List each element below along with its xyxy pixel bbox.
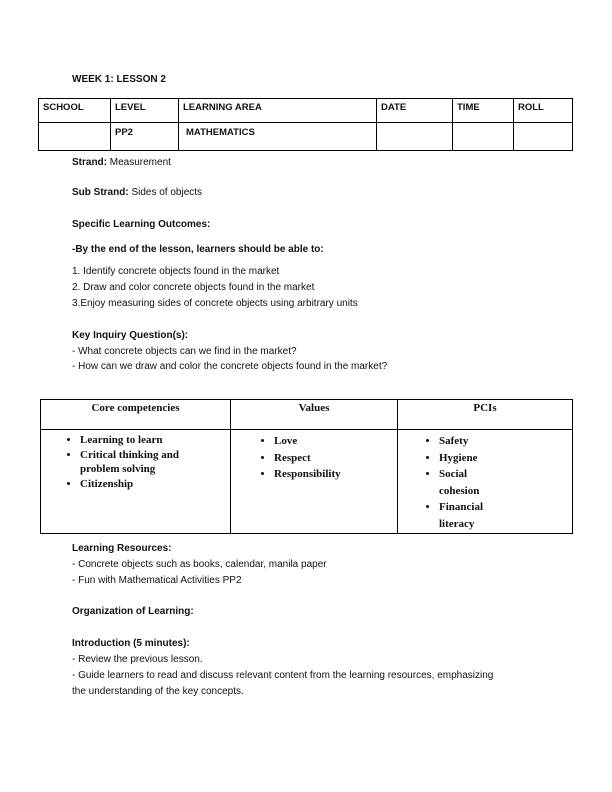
list-item: • Social cohesion (439, 466, 499, 499)
resource-item: - Concrete objects such as books, calendar, manila paper (72, 559, 327, 570)
header-cell: SCHOOL (39, 99, 111, 123)
inquiry-item: - How can we draw and color the concrete objects found in the market? (72, 361, 388, 372)
intro-item: - Review the previous lesson. (72, 654, 203, 665)
header-cell: LEARNING AREA (179, 99, 377, 123)
outcome-item: 3.Enjoy measuring sides of concrete objects using arbitrary units (72, 298, 358, 309)
header-cell: DATE (377, 99, 453, 123)
intro-item: - Guide learners to read and discuss relevant content from the learning resources, emphasizing (72, 670, 494, 681)
competencies-table (40, 399, 573, 534)
outcomes-intro (72, 244, 324, 256)
time-cell (453, 123, 514, 151)
resources-heading (72, 543, 171, 555)
learning-area-cell: MATHEMATICS (179, 123, 377, 151)
header-cell: ROLL (514, 99, 573, 123)
organization-heading (72, 606, 194, 618)
inquiry-item: - What concrete objects can we find in the market? (72, 346, 297, 357)
strand-label: Strand: (72, 157, 107, 168)
heading-text: Specific Learning Outcomes: (72, 219, 211, 230)
outcomes-heading (72, 219, 210, 231)
sub-strand (72, 187, 202, 199)
list-item: • Responsibility (274, 466, 396, 483)
heading-text: Learning Resources: (72, 543, 172, 554)
intro-item: the understanding of the key concepts. (72, 686, 244, 697)
list-item: • Safety (439, 433, 499, 450)
outcome-item: 2. Draw and color concrete objects found in the market (72, 282, 315, 293)
heading-text: Organization of Learning: (72, 606, 194, 617)
table-header-row (41, 400, 573, 430)
roll-cell (514, 123, 573, 151)
list-item: • Citizenship (80, 477, 229, 492)
table-row (39, 123, 573, 151)
header-cell: LEVEL (111, 99, 179, 123)
list-item: • Financial literacy (439, 499, 499, 532)
list-item: • Learning to learn (80, 433, 229, 448)
list-item: • Hygiene (439, 450, 499, 467)
outcome-item: 1. Identify concrete objects found in the market (72, 266, 280, 277)
list-item: • Love (274, 433, 396, 450)
table-row (41, 430, 573, 534)
header-cell: Values (231, 400, 398, 430)
strand-value: Measurement (107, 157, 171, 168)
header-cell: TIME (453, 99, 514, 123)
values-cell (231, 430, 398, 534)
inquiry-heading (72, 330, 188, 342)
sub-strand-value: Sides of objects (128, 187, 203, 198)
heading-text: Key Inquiry Question(s): (72, 330, 189, 341)
core-competencies-cell (41, 430, 231, 534)
level-cell: PP2 (111, 123, 179, 151)
introduction-heading (72, 638, 190, 650)
list-item: • Respect (274, 450, 396, 467)
date-cell (377, 123, 453, 151)
lesson-title (72, 74, 166, 86)
lesson-header-table (38, 98, 573, 151)
school-cell (39, 123, 111, 151)
header-cell: Core competencies (41, 400, 231, 430)
intro-text: -By the end of the lesson, learners should be able to: (72, 244, 324, 255)
header-cell: PCIs (398, 400, 573, 430)
title-text: WEEK 1: LESSON 2 (72, 74, 166, 85)
table-header-row (39, 99, 573, 123)
pcis-cell (398, 430, 573, 534)
strand (72, 157, 171, 169)
heading-text: Introduction (5 minutes): (72, 638, 190, 649)
sub-strand-label: Sub Strand: (72, 187, 129, 198)
list-item: • Critical thinking and problem solving (80, 448, 229, 477)
resource-item: - Fun with Mathematical Activities PP2 (72, 575, 242, 586)
